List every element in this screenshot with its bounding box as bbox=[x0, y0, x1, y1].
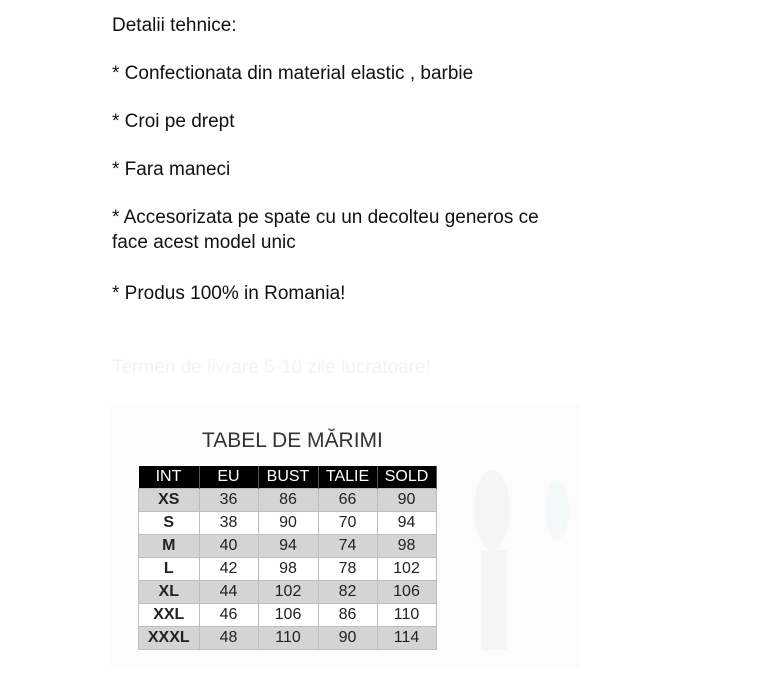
column-header: BUST bbox=[258, 466, 318, 489]
table-cell: 42 bbox=[199, 558, 258, 581]
table-cell: M bbox=[139, 535, 200, 558]
table-cell: 46 bbox=[199, 604, 258, 627]
table-cell: 74 bbox=[318, 535, 377, 558]
table-cell: 66 bbox=[318, 489, 377, 512]
table-cell: XXL bbox=[139, 604, 200, 627]
table-cell: 70 bbox=[318, 512, 377, 535]
table-header-row bbox=[139, 466, 437, 489]
table-row bbox=[139, 535, 437, 558]
size-chart-title: TABEL DE MĂRIMI bbox=[202, 429, 383, 452]
detail-item: * Accesorizata pe spate cu un decolteu generos ce face acest model unic bbox=[112, 207, 539, 253]
table-row bbox=[139, 512, 437, 535]
table-cell: 48 bbox=[199, 627, 258, 650]
size-chart-table bbox=[138, 466, 437, 650]
details-heading: Detalii tehnice: bbox=[112, 15, 237, 36]
table-cell: 106 bbox=[258, 604, 318, 627]
table-cell: 114 bbox=[377, 627, 436, 650]
column-header: INT bbox=[139, 466, 200, 489]
table-cell: XXXL bbox=[139, 627, 200, 650]
table-cell: 36 bbox=[199, 489, 258, 512]
table-cell: 94 bbox=[377, 512, 436, 535]
table-cell: XS bbox=[139, 489, 200, 512]
table-cell: 82 bbox=[318, 581, 377, 604]
table-cell: 94 bbox=[258, 535, 318, 558]
table-cell: 44 bbox=[199, 581, 258, 604]
table-row bbox=[139, 627, 437, 650]
detail-item: * Croi pe drept bbox=[112, 111, 235, 132]
table-row bbox=[139, 604, 437, 627]
table-cell: 90 bbox=[318, 627, 377, 650]
table-cell: 90 bbox=[258, 512, 318, 535]
table-row bbox=[139, 581, 437, 604]
table-cell: 106 bbox=[377, 581, 436, 604]
table-cell: 102 bbox=[258, 581, 318, 604]
table-cell: 102 bbox=[377, 558, 436, 581]
table-cell: 38 bbox=[199, 512, 258, 535]
model-figure-image bbox=[462, 470, 582, 660]
delivery-note: Termen de livrare 5-10 zile lucratoare! bbox=[112, 357, 431, 378]
table-cell: 78 bbox=[318, 558, 377, 581]
table-cell: 86 bbox=[258, 489, 318, 512]
detail-item: * Confectionata din material elastic , barbie bbox=[112, 63, 474, 84]
table-cell: 110 bbox=[377, 604, 436, 627]
detail-item: * Produs 100% in Romania! bbox=[112, 283, 346, 304]
column-header: TALIE bbox=[318, 466, 377, 489]
table-cell: 98 bbox=[377, 535, 436, 558]
column-header: EU bbox=[199, 466, 258, 489]
table-cell: 86 bbox=[318, 604, 377, 627]
table-cell: 110 bbox=[258, 627, 318, 650]
table-cell: L bbox=[139, 558, 200, 581]
table-row bbox=[139, 558, 437, 581]
table-cell: XL bbox=[139, 581, 200, 604]
table-row bbox=[139, 489, 437, 512]
column-header: SOLD bbox=[377, 466, 436, 489]
table-cell: 98 bbox=[258, 558, 318, 581]
table-cell: S bbox=[139, 512, 200, 535]
table-cell: 90 bbox=[377, 489, 436, 512]
table-cell: 40 bbox=[199, 535, 258, 558]
detail-item: * Fara maneci bbox=[112, 159, 231, 180]
